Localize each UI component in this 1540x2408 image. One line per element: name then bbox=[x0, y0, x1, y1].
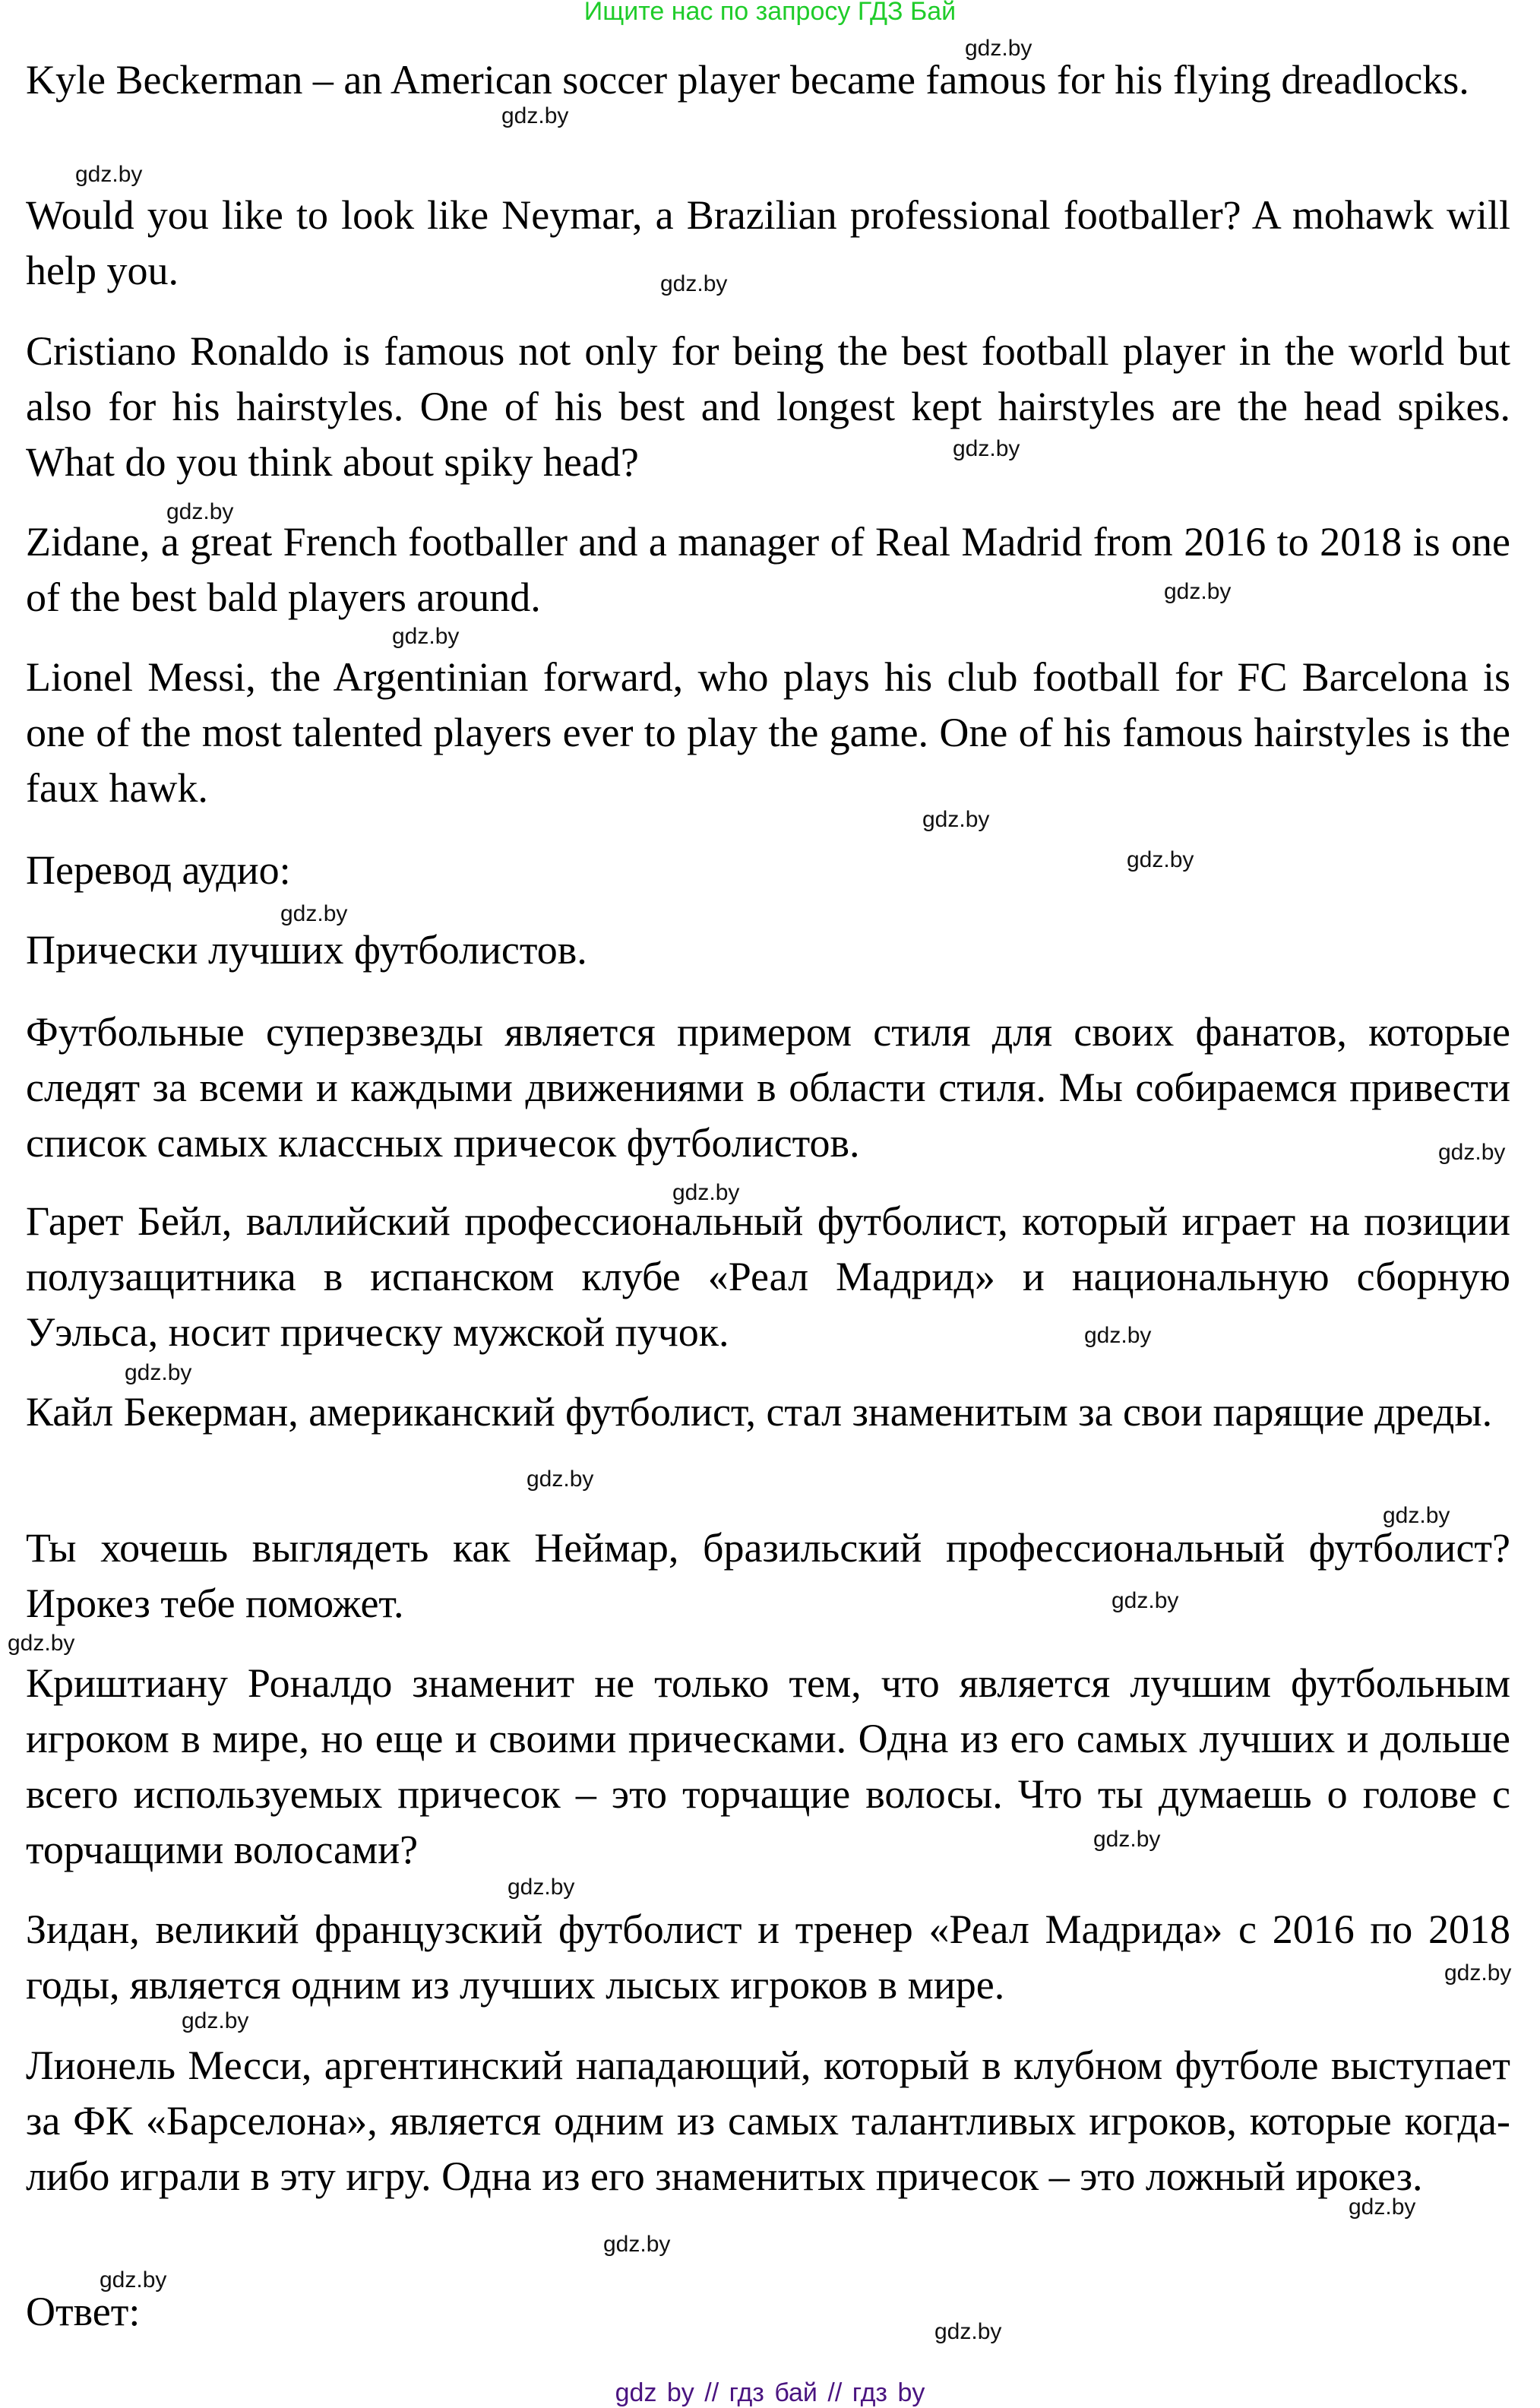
watermark: gdz.by bbox=[8, 1631, 75, 1656]
footer-links[interactable]: gdz by // гдз бай // гдз by bbox=[615, 2378, 925, 2407]
paragraph-neymar-ru: Ты хочешь выглядеть как Неймар, бразильский профессиональный футболист? Ирокез тебе поможет. bbox=[26, 1525, 1510, 1626]
watermark: gdz.by bbox=[280, 901, 348, 926]
watermark: gdz.by bbox=[1444, 1960, 1512, 1986]
watermark: gdz.by bbox=[392, 624, 460, 649]
watermark: gdz.by bbox=[1112, 1588, 1179, 1613]
watermark: gdz.by bbox=[922, 807, 990, 832]
paragraph-zidane-en: Zidane, a great French footballer and a manager of Real Madrid from 2016 to 2018 is one of the best bald players around. bbox=[26, 519, 1510, 620]
watermark: gdz.by bbox=[508, 1875, 575, 1900]
watermark: gdz.by bbox=[1349, 2194, 1416, 2220]
paragraph-messi-en: Lionel Messi, the Argentinian forward, who plays his club football for FC Barcelona is one of the most talented players ever to play the game. One of his famous hairstyles is the faux hawk. bbox=[26, 654, 1510, 811]
translation-heading: Перевод аудио: bbox=[26, 847, 291, 893]
watermark: gdz.by bbox=[125, 1360, 192, 1385]
translation-title: Прически лучших футболистов. bbox=[26, 927, 587, 973]
watermark: gdz.by bbox=[527, 1467, 594, 1492]
watermark: gdz.by bbox=[166, 499, 234, 524]
watermark: gdz.by bbox=[953, 436, 1020, 461]
watermark: gdz.by bbox=[100, 2267, 167, 2293]
watermark: gdz.by bbox=[672, 1180, 740, 1205]
paragraph-neymar-en: Would you like to look like Neymar, a Brazilian professional footballer? A mohawk will help you. bbox=[26, 192, 1510, 293]
paragraph-beckerman-en: Kyle Beckerman – an American soccer player became famous for his flying dreadlocks. bbox=[26, 57, 1469, 103]
search-banner: Ищите нас по запросу ГДЗ Бай bbox=[583, 0, 957, 26]
paragraph-messi-ru: Лионель Месси, аргентинский нападающий, который в клубном футболе выступает за ФК «Барселона», является одним из самых талантливых игроков, которые когда-либо играли в эту игру. Одна из его знаменитых причесок – это ложный ирокез. bbox=[26, 2043, 1510, 2199]
watermark: gdz.by bbox=[1383, 1503, 1450, 1528]
watermark: gdz.by bbox=[1084, 1323, 1152, 1348]
paragraph-bale-ru: Гарет Бейл, валлийский профессиональный футболист, который играет на позиции полузащитника в испанском клубе «Реал Мадрид» и национальную сборную Уэльса, носит прическу мужской пучок. bbox=[26, 1198, 1510, 1355]
watermark: gdz.by bbox=[1164, 579, 1232, 604]
paragraph-intro-ru: Футбольные суперзвезды является примером стиля для своих фанатов, которые следят за всеми и каждыми движениями в области стиля. Мы собираемся привести список самых классных причесок футболистов. bbox=[26, 1009, 1510, 1166]
watermark: gdz.by bbox=[1438, 1140, 1506, 1165]
paragraph-beckerman-ru: Кайл Бекерман, американский футболист, стал знаменитым за свои парящие дреды. bbox=[26, 1389, 1493, 1435]
paragraph-zidane-ru: Зидан, великий французский футболист и тренер «Реал Мадрида» с 2016 по 2018 годы, является одним из лучших лысых игроков в мире. bbox=[26, 1906, 1510, 2008]
watermark: gdz.by bbox=[501, 103, 569, 128]
watermark: gdz.by bbox=[934, 2319, 1002, 2344]
answer-label: Ответ: bbox=[26, 2289, 141, 2334]
paragraph-ronaldo-en: Cristiano Ronaldo is famous not only for being the best football player in the world but also for his hairstyles. One of his best and longest kept hairstyles are the head spikes. What do you think about spiky head? bbox=[26, 328, 1510, 485]
watermark: gdz.by bbox=[1093, 1827, 1161, 1852]
watermark: gdz.by bbox=[965, 36, 1032, 61]
watermark: gdz.by bbox=[603, 2232, 671, 2257]
watermark: gdz.by bbox=[75, 162, 143, 187]
watermark: gdz.by bbox=[1127, 847, 1194, 872]
paragraph-ronaldo-ru: Криштиану Роналдо знаменит не только тем, что является лучшим футбольным игроком в мире, но еще и своими прическами. Одна из его самых лучших и дольше всего используемых причесок – это торчащие волосы. Что ты думаешь о голове с торчащими волосами? bbox=[26, 1660, 1510, 1872]
watermark: gdz.by bbox=[660, 271, 728, 296]
watermark: gdz.by bbox=[182, 2008, 249, 2033]
